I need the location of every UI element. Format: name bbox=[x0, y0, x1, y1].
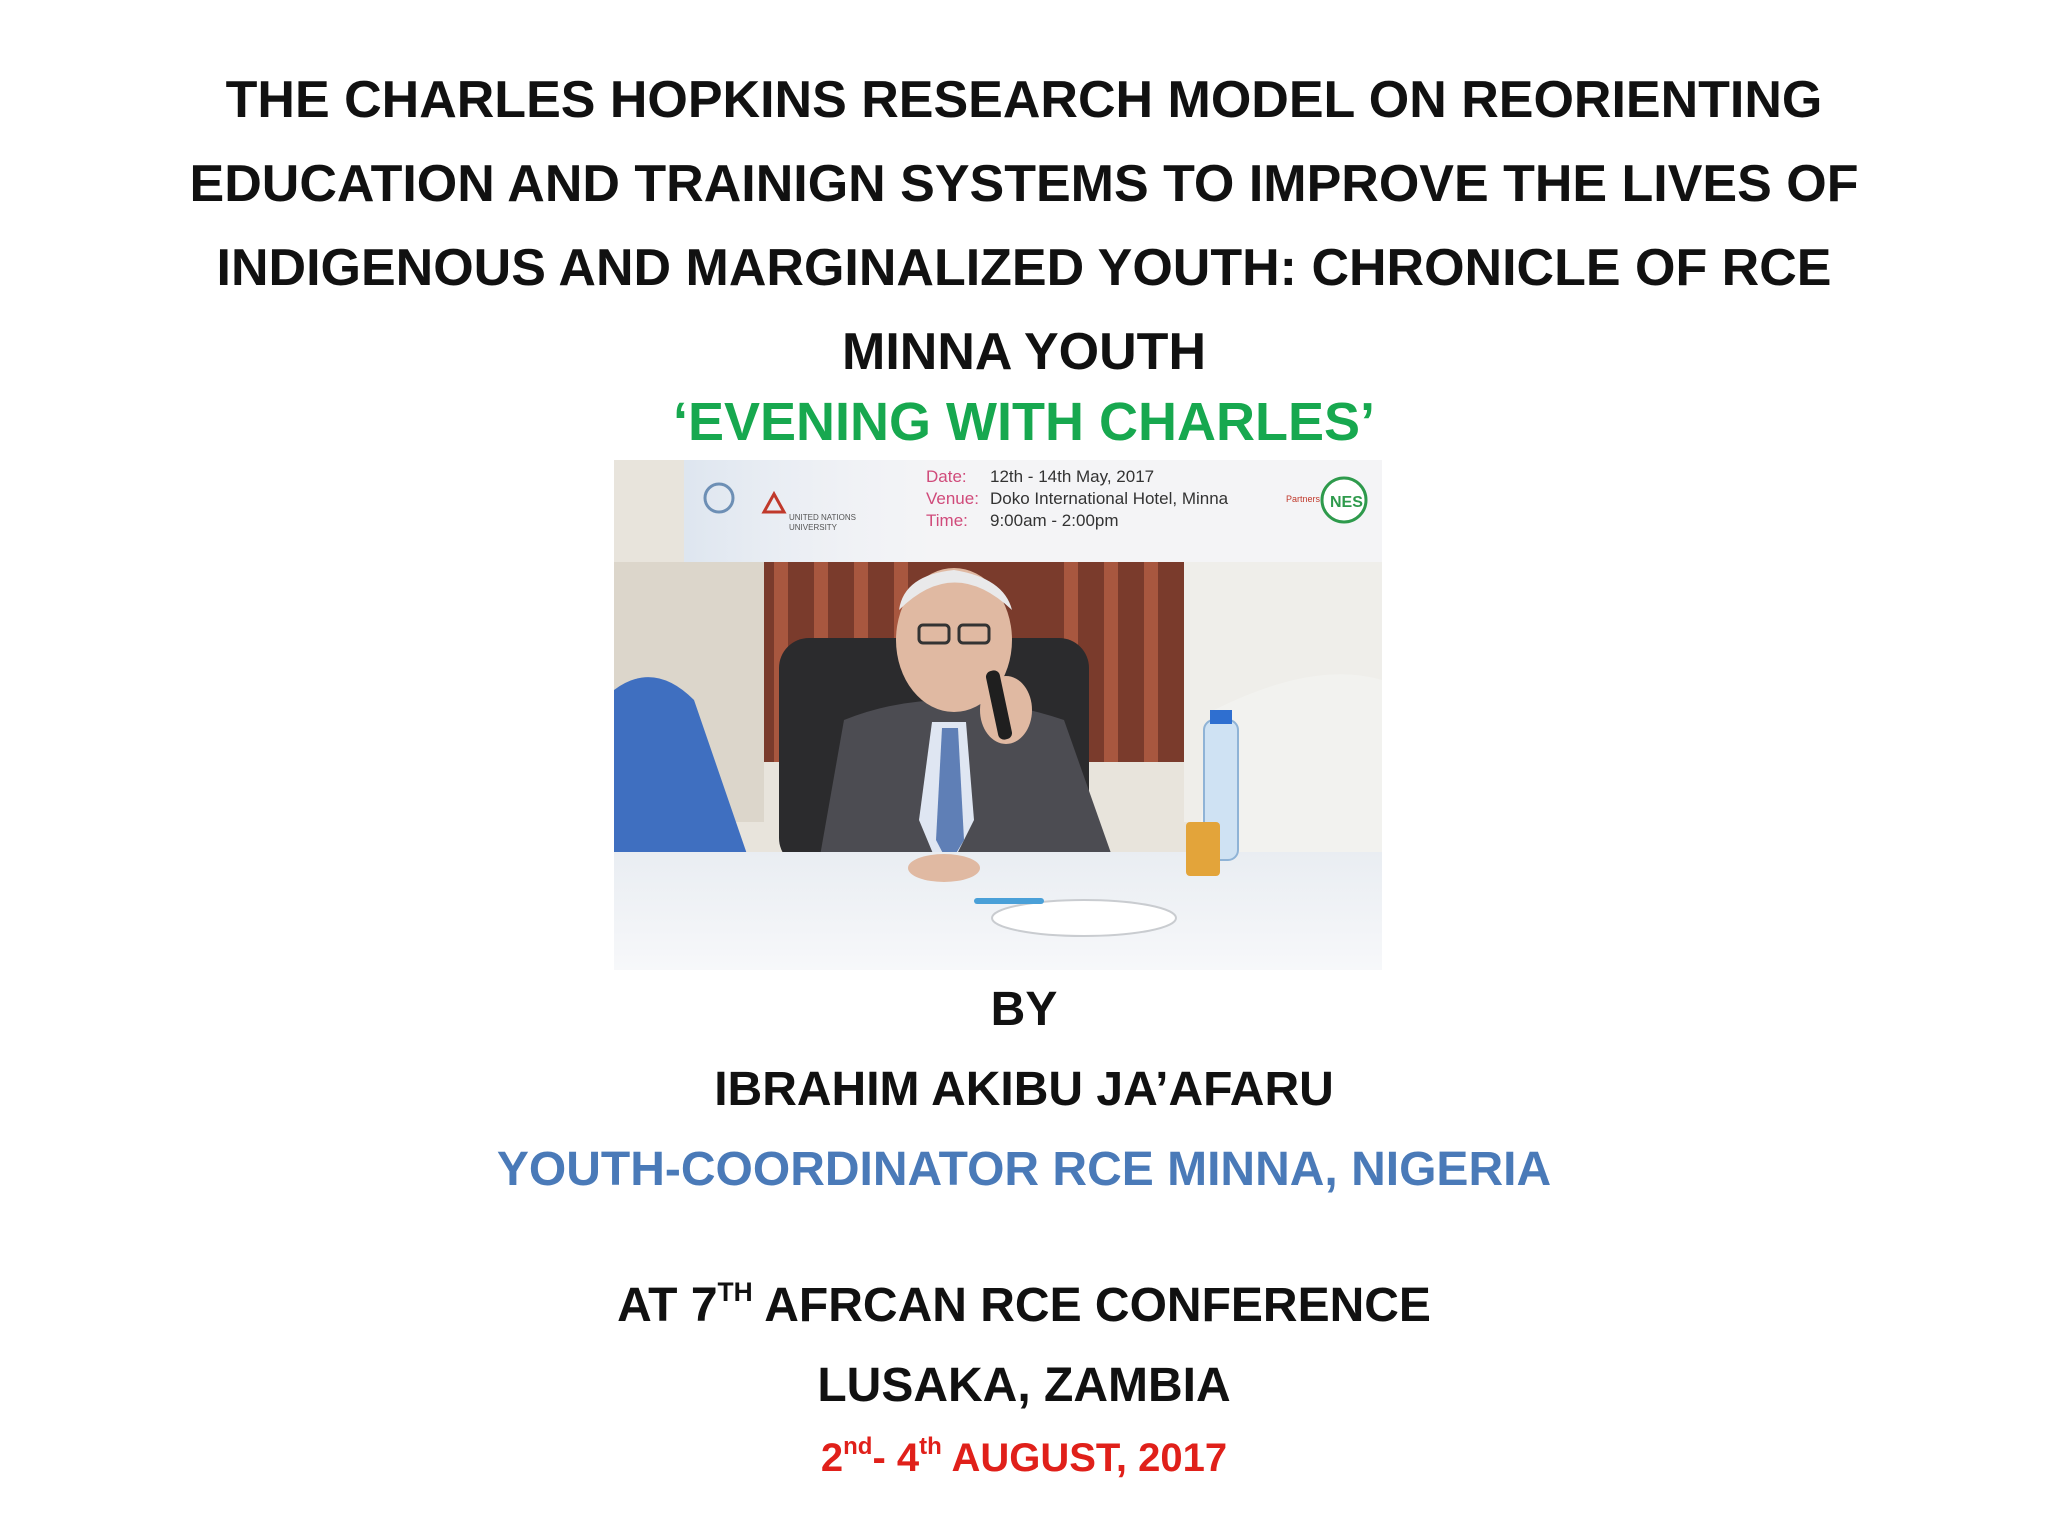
author-role: YOUTH-COORDINATOR RCE MINNA, NIGERIA bbox=[496, 1143, 1552, 1196]
conference-location: LUSAKA, ZAMBIA bbox=[817, 1359, 1231, 1412]
plate-icon bbox=[992, 900, 1176, 936]
drink-can-icon bbox=[1186, 822, 1220, 876]
slide-title bbox=[80, 58, 1968, 394]
slide-subtitle: ‘EVENING WITH CHARLES’ bbox=[672, 392, 1376, 452]
banner-time-value: 9:00am - 2:00pm bbox=[990, 511, 1119, 530]
date-mid: - 4 bbox=[872, 1436, 920, 1480]
banner-venue-label: Venue: bbox=[926, 489, 979, 508]
partner-logo-text: NES bbox=[1330, 494, 1363, 511]
title-line-2: EDUCATION AND TRAINIGN SYSTEMS TO IMPROVE THE LIVES OF bbox=[189, 155, 1859, 213]
title-line-4: MINNA YOUTH bbox=[842, 323, 1206, 381]
conference-prefix: AT 7 bbox=[617, 1279, 718, 1332]
banner-date-label: Date: bbox=[926, 467, 967, 486]
date-end: AUGUST, 2017 bbox=[941, 1436, 1228, 1480]
conference-date bbox=[0, 1426, 2048, 1490]
banner-date-value: 12th - 14th May, 2017 bbox=[990, 467, 1155, 486]
conference-block bbox=[0, 1266, 2048, 1490]
banner-time-label: Time: bbox=[926, 511, 968, 530]
conference-name bbox=[0, 1266, 2048, 1346]
date-start-ordinal: nd bbox=[843, 1433, 873, 1461]
unu-label-2: UNIVERSITY bbox=[789, 523, 838, 532]
conference-ordinal: TH bbox=[717, 1277, 753, 1308]
date-mid-ordinal: th bbox=[919, 1433, 942, 1461]
speaker-photo bbox=[614, 460, 1382, 970]
unu-label-1: UNITED NATIONS bbox=[789, 513, 856, 522]
title-line-1: THE CHARLES HOPKINS RESEARCH MODEL ON REORIENTING bbox=[225, 71, 1823, 129]
author-name: IBRAHIM AKIBU JA’AFARU bbox=[714, 1063, 1334, 1116]
banner-venue-value: Doko International Hotel, Minna bbox=[990, 489, 1229, 508]
title-line-3: INDIGENOUS AND MARGINALIZED YOUTH: CHRONICLE OF RCE bbox=[216, 239, 1832, 297]
banner-partners-label: Partners bbox=[1286, 494, 1321, 504]
by-label: BY bbox=[990, 983, 1058, 1036]
author-block bbox=[0, 970, 2048, 1210]
conference-suffix: AFRCAN RCE CONFERENCE bbox=[752, 1279, 1431, 1332]
date-start: 2 bbox=[820, 1436, 844, 1480]
